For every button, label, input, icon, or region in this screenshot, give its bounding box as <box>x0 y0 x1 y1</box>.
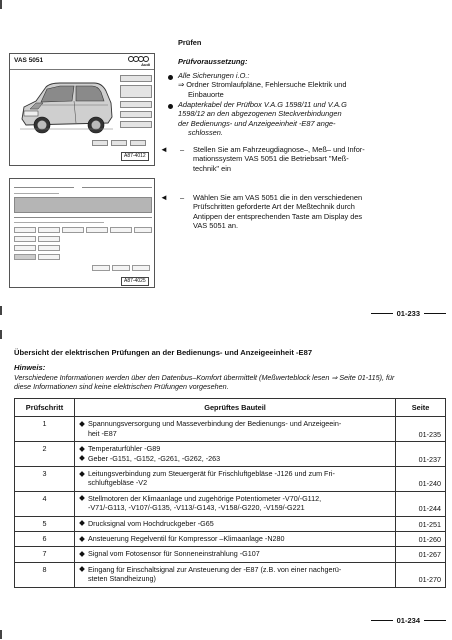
bullet-icon <box>168 75 173 80</box>
component-line: heit -E87 <box>87 428 117 438</box>
page-reference: 01-270 <box>396 562 446 587</box>
arrow-left-icon: ◄ <box>160 145 168 154</box>
page-reference: 01-240 <box>396 467 446 492</box>
measurement-button <box>38 254 60 260</box>
component-line: -V71/-G113, -V107/-G135, -V113/-G143, -V158/-G220, -V159/-G221 <box>87 503 305 513</box>
margin-mark <box>0 630 2 639</box>
tested-component <box>74 467 395 492</box>
side-button <box>120 85 152 98</box>
step-number: 2 <box>15 442 75 467</box>
margin-mark <box>0 306 2 315</box>
vas5051-measurement-screen-figure <box>9 178 155 288</box>
page-reference: 01-267 <box>396 547 446 562</box>
measurement-button <box>112 265 130 271</box>
table-row <box>15 532 446 547</box>
display-area <box>14 197 152 213</box>
dash-marker: – <box>180 145 185 154</box>
measurement-button <box>14 254 36 260</box>
tested-component <box>74 516 395 531</box>
section-title: Übersicht der elektrischen Prüfungen an der Bedienungs- und Anzeigeeinheit -E87 <box>14 348 313 357</box>
page-reference: 01-244 <box>396 491 446 516</box>
step-set-measurement-mode: Stellen Sie am Fahrzeugdiagnose–, Meß– und Infor- mationssystem VAS 5051 die Betriebsart "Meß- technik" ein <box>193 145 365 173</box>
page-reference: 01-237 <box>396 442 446 467</box>
subheading-pruefvoraussetzung: Prüfvoraussetzung: <box>178 57 248 66</box>
bottom-button <box>130 140 146 146</box>
measurement-button <box>38 236 60 242</box>
bullet-icon <box>168 104 173 109</box>
measurement-button <box>38 245 60 251</box>
page-number: 01-234 <box>371 616 446 625</box>
bottom-button <box>92 140 108 146</box>
measurement-button <box>134 227 152 233</box>
table-row <box>15 491 446 516</box>
side-button <box>120 111 152 118</box>
figure-label: A87-4012 <box>121 152 149 161</box>
component-line: Eingang für Einschaltsignal zur Ansteuerung der -E87 (z.B. von einer nachgerü- <box>79 565 391 574</box>
step-number: 5 <box>15 516 75 531</box>
tested-component <box>74 532 395 547</box>
component-line: Drucksignal vom Hochdruckgeber -G65 <box>79 519 391 528</box>
car-illustration <box>16 73 116 139</box>
tested-component <box>74 442 395 467</box>
measurement-button <box>62 227 84 233</box>
measurement-button <box>14 236 36 242</box>
measurement-button <box>14 245 36 251</box>
dash-marker: – <box>180 193 185 202</box>
note-text: Verschiedene Informationen werden über den Datenbus–Komfort übermittelt (Meßwerteblock lesen ⇒ Seite 01-115), für diese Informationen sind keine elektrischen Prüfungen vorgesehen. <box>14 373 395 392</box>
step-number: 7 <box>15 547 75 562</box>
side-button <box>120 101 152 108</box>
step-number: 1 <box>15 417 75 442</box>
component-line: Geber -G151, -G152, -G261, -G262, -263 <box>79 454 391 463</box>
column-header-part: Geprüftes Bauteil <box>74 399 395 417</box>
audi-logo: Audi <box>128 56 150 68</box>
tested-component <box>74 491 395 516</box>
tests-table <box>14 398 446 588</box>
table-row <box>15 516 446 531</box>
component-line: Leitungsverbindung zum Steuergerät für Frischluftgebläse -J126 und zum Fri- <box>79 469 391 478</box>
component-line: Ansteuerung Regelventil für Kompressor –Klimaanlage -N280 <box>79 534 391 543</box>
table-row <box>15 467 446 492</box>
component-line: schluftgebläse -V2 <box>87 478 148 488</box>
component-line: Stellmotoren der Klimaanlage und zugehörige Potentiometer -V70/-G112, <box>79 494 391 503</box>
component-line: Temperaturfühler -G89 <box>79 444 391 453</box>
figure-label: A87-4025 <box>121 277 149 286</box>
tested-component <box>74 547 395 562</box>
side-button <box>120 121 152 128</box>
margin-mark <box>0 330 2 339</box>
step-select-measurement: Wählen Sie am VAS 5051 die in den verschiedenen Prüfschritten geforderte Art der Meßtechnik durch Antippen der entsprechenden Taste am Display des VAS 5051 an. <box>193 193 363 231</box>
measurement-button <box>110 227 132 233</box>
page-reference: 01-260 <box>396 532 446 547</box>
column-header-page: Seite <box>396 399 446 417</box>
screen-header <box>10 54 154 70</box>
table-row <box>15 417 446 442</box>
component-line: Signal vom Fotosensor für Sonneneinstrahlung -G107 <box>79 549 391 558</box>
heading-pruefen: Prüfen <box>178 38 202 47</box>
table-row <box>15 547 446 562</box>
note-label: Hinweis: <box>14 363 46 372</box>
measurement-button <box>14 227 36 233</box>
step-number: 4 <box>15 491 75 516</box>
measurement-button <box>86 227 108 233</box>
bottom-button <box>111 140 127 146</box>
page-reference: 01-235 <box>396 417 446 442</box>
page-number: 01-233 <box>371 309 446 318</box>
table-row <box>15 562 446 587</box>
margin-mark <box>0 0 2 9</box>
step-number: 3 <box>15 467 75 492</box>
component-line: Spannungsversorgung und Masseverbindung der Bedienungs- und Anzeigeein- <box>79 419 391 428</box>
table-row <box>15 442 446 467</box>
tested-component <box>74 562 395 587</box>
side-button <box>120 75 152 82</box>
measurement-button <box>92 265 110 271</box>
column-header-step: Prüfschritt <box>15 399 75 417</box>
measurement-button <box>132 265 150 271</box>
page-reference: 01-251 <box>396 516 446 531</box>
arrow-left-icon: ◄ <box>160 193 168 202</box>
tested-component <box>74 417 395 442</box>
component-line: steten Standheizung) <box>87 574 156 584</box>
measurement-button <box>38 227 60 233</box>
table-header-row <box>15 399 446 417</box>
prerequisite-adapter-cable: Adapterkabel der Prüfbox V.A.G 1598/11 und V.A.G 1598/12 an den abgezogenen Steckverbindungen der Bedienungs- und Anzeigeeinheit -E87 ange- schlossen. <box>178 100 347 138</box>
screen-title: VAS 5051 <box>14 57 44 64</box>
step-number: 6 <box>15 532 75 547</box>
vas5051-screen-figure <box>9 53 155 166</box>
prerequisite-fuses: Alle Sicherungen i.O.: ⇒ Ordner Stromlaufpläne, Fehlersuche Elektrik und Einbauorte <box>178 71 347 99</box>
step-number: 8 <box>15 562 75 587</box>
